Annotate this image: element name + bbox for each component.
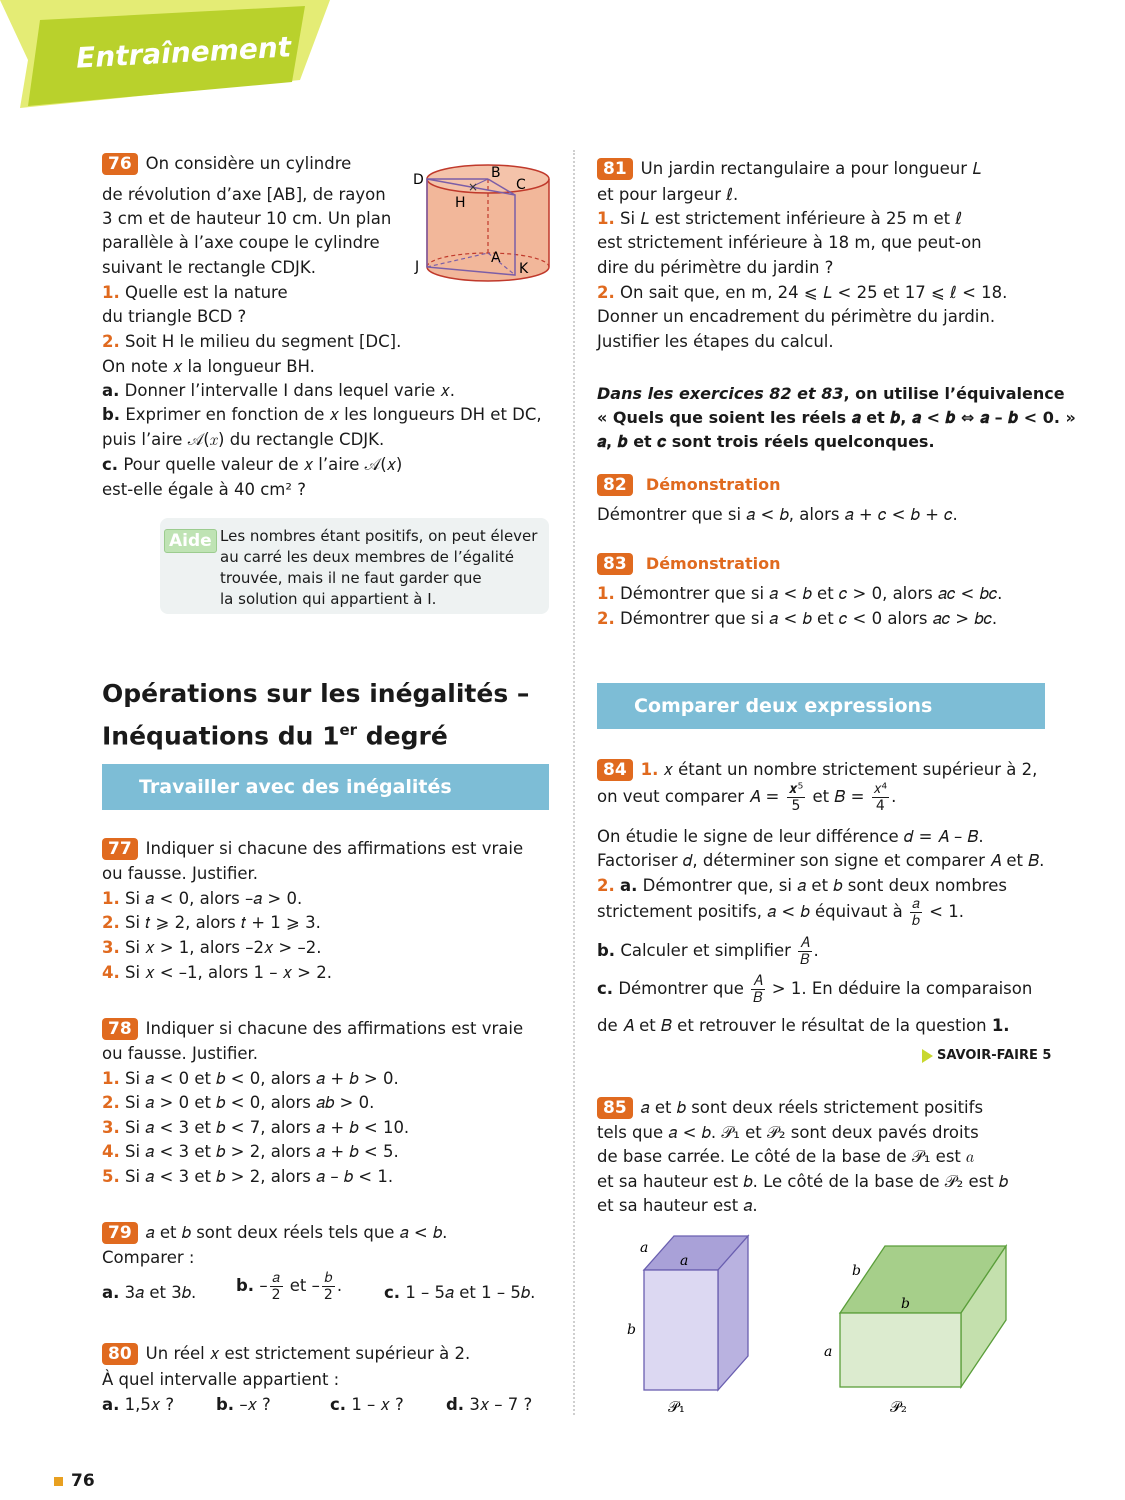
text-line: puis l’aire 𝒜(𝑥) du rectangle CDJK. [102,430,385,449]
text-line: Quelle est la nature [125,283,288,302]
text-line: 3 cm et de hauteur 10 cm. Un plan [102,209,392,228]
text-line: On note 𝑥 la longueur BH. [102,357,315,376]
text-line-fractions [597,896,964,929]
numerator: 𝑏 [322,1270,335,1287]
item-label: 4. [102,1142,120,1161]
text-line: Si 𝑎 < 0 et 𝑏 < 0, alors 𝑎 + 𝑏 > 0. [125,1069,399,1088]
text-line: Factoriser 𝑑, déterminer son signe et comparer 𝐴 et 𝐵. [597,851,1045,870]
text-line: , on utilise l’équivalence [843,384,1065,403]
text-line-fractions [597,973,1032,1006]
text-line: Si 𝑥 < –1, alors 1 – 𝑥 > 2. [125,963,332,982]
denominator: 2 [271,1287,281,1303]
item-label: 2. [597,609,615,628]
text-line: on veut comparer 𝐴 = [597,787,780,806]
label-a: 𝑎 [824,1344,833,1360]
text-line: 𝒂, 𝒃 et 𝒄 sont trois réels quelconques. [597,432,935,451]
svg-text:A: A [491,250,501,266]
text-line: Exprimer en fonction de 𝑥 les longueurs DH et DC, [125,405,542,424]
text-line: Comparer : [102,1248,195,1267]
text-line-fractions [597,935,819,968]
text-line: Si 𝑡 ⩾ 2, alors 𝑡 + 1 ⩾ 3. [125,913,321,932]
text-line: Dans les exercices 82 et 83 [597,384,844,403]
text-line: de base carrée. Le côté de la base de 𝒫₁ est 𝑎 [597,1147,975,1166]
text-line: « Quels que soient les réels 𝒂 et 𝒃, 𝒂 < 𝒃 ⇔ 𝒂 – 𝒃 < 0. » [597,408,1076,427]
item-label: c. [384,1283,401,1302]
text-line: Démontrer que, si 𝑎 et 𝑏 sont deux nombres [642,876,1007,895]
numerator: 𝒙⁵ [788,781,804,797]
denominator: 𝑏 [912,913,920,929]
svg-text:C: C [516,177,526,193]
item-label: a. [102,381,120,400]
label-b: 𝑏 [901,1296,910,1312]
text-line: et sa hauteur est 𝑎. [597,1196,758,1215]
demo-label: Démonstration [645,475,781,494]
text-line: du triangle BCD ? [102,307,247,326]
text-line: Pour quelle valeur de 𝑥 l’aire 𝒜(𝑥) [123,455,403,474]
text-line: Donner l’intervalle I dans lequel varie 𝑥. [124,381,455,400]
denominator: 4 [875,798,885,814]
question-number: 2. [597,876,615,895]
text-line: et – [289,1276,320,1295]
aide-label: Aide [164,529,217,553]
text-line: On sait que, en m, 24 ⩽ 𝐿 < 25 et 17 ⩽ ℓ < 18. [620,283,1008,302]
text-line: tels que 𝑎 < 𝑏. 𝒫₁ et 𝒫₂ sont deux pavés droits [597,1123,979,1142]
text-line: –𝑥 ? [239,1395,271,1414]
text-line: strictement positifs, 𝑎 < 𝑏 équivaut à [597,902,903,921]
svg-text:H: H [455,195,466,211]
item-label: a. [620,876,638,895]
numerator: 𝐴 [753,973,763,989]
question-ref: 1. [991,1016,1010,1035]
text-line: On étudie le signe de leur différence 𝑑 = 𝐴 – 𝐵. [597,827,984,846]
item-label: 1. [102,889,120,908]
exercise-number: 82 [597,474,633,496]
item-label: d. [446,1395,465,1414]
item-label: a. [102,1283,120,1302]
text-line: 1 – 𝑥 ? [351,1395,404,1414]
page-number: 76 [71,1471,95,1491]
exercise-number: 79 [102,1222,138,1244]
text-line: Soit H le milieu du segment [DC]. [125,332,402,351]
svg-text:K: K [519,261,529,277]
text-line: Justifier les étapes du calcul. [597,332,834,351]
label-a: 𝑎 [640,1240,649,1256]
item-label: c. [330,1395,347,1414]
text-line: Démontrer que [618,979,744,998]
demo-label: Démonstration [645,554,781,573]
text-line: Calculer et simplifier [620,941,791,960]
text-line: la solution qui appartient à I. [220,590,437,608]
denominator: 2 [323,1287,333,1303]
denominator: 𝐵 [800,952,810,968]
text-line-fractions [597,781,896,814]
text-line: ou fausse. Justifier. [102,864,259,883]
fraction [322,1270,335,1303]
savoir-faire-link[interactable] [922,1047,1051,1065]
text-line: < 1. [929,902,964,921]
section-title-line: degré [357,721,448,751]
text-line: au carré les deux membres de l’égalité [220,548,514,566]
fraction-AB [751,973,764,1006]
exercise-number: 83 [597,553,633,575]
text-line: 1,5𝑥 ? [124,1395,175,1414]
text-line: Si 𝑎 < 0, alors –𝑎 > 0. [125,889,303,908]
numerator: 𝑎 [910,896,922,913]
punctuation: . [336,1276,343,1295]
punctuation: . [891,787,897,806]
arrow-icon [922,1049,933,1063]
question-number: 2. [597,283,615,302]
section-title-line: Opérations sur les inégalités – [102,679,530,708]
text-line: dire du périmètre du jardin ? [597,258,834,277]
punctuation: . [813,941,819,960]
denominator: 5 [791,798,801,814]
exercise-number: 85 [597,1097,633,1119]
question-number: 1. [102,283,120,302]
text-line: et pour largeur ℓ. [597,185,739,204]
label-b: 𝑏 [852,1263,861,1279]
text-line: est strictement inférieure à 18 m, que peut-on [597,233,982,252]
question-number: 1. [597,209,615,228]
text-line: Démontrer que si 𝑎 < 𝑏, alors 𝑎 + 𝑐 < 𝑏 + 𝑐. [597,505,958,524]
prism-label: 𝒫₁ [668,1398,685,1416]
exercise-number: 80 [102,1343,138,1365]
text-line: Indiquer si chacune des affirmations est vraie [145,1019,524,1038]
text-line: Un réel 𝑥 est strictement supérieur à 2. [145,1344,471,1363]
text-line: parallèle à l’axe coupe le cylindre [102,233,380,252]
text-line: Si 𝑎 > 0 et 𝑏 < 0, alors 𝑎𝑏 > 0. [125,1093,375,1112]
item-label: b. [236,1276,255,1295]
fraction-AB [798,935,811,968]
text-line: ou fausse. Justifier. [102,1044,259,1063]
text-line: Démontrer que si 𝑎 < 𝑏 et 𝑐 < 0 alors 𝑎𝑐 > 𝑏𝑐. [620,609,998,628]
item-label: c. [597,979,614,998]
text-line: Un jardin rectangulaire a pour longueur 𝐿 [640,159,982,178]
exercise-number: 78 [102,1018,138,1040]
text-line: suivant le rectangle CDJK. [102,258,316,277]
minus-sign: – [259,1276,268,1295]
label-b: 𝑏 [627,1322,636,1338]
text-line: est-elle égale à 40 cm² ? [102,480,306,499]
text-line: Si 𝑥 > 1, alors –2𝑥 > –2. [125,938,322,957]
numerator: 𝐴 [800,935,810,951]
text-line: et 𝐵 = [812,787,865,806]
prism-p1 [620,1228,770,1423]
exercise-number: 84 [597,759,633,781]
item-label: b. [102,405,121,424]
text-line: 3𝑥 – 7 ? [469,1395,533,1414]
text-line: 𝑥 étant un nombre strictement supérieur à 2, [663,760,1038,779]
fraction [270,1270,283,1303]
text-line: On considère un cylindre [145,154,352,173]
savoir-faire-label: SAVOIR-FAIRE 5 [937,1048,1052,1063]
text-line: Si 𝑎 < 3 et 𝑏 > 2, alors 𝑎 – 𝑏 < 1. [125,1167,394,1186]
text-line: trouvée, mais il ne faut garder que [220,569,482,587]
svg-text:D: D [413,172,424,188]
header-title: Entraînement [75,30,292,75]
superscript: er [339,721,358,739]
item-label: 3. [102,1118,120,1137]
page-marker [54,1477,63,1486]
text-line: 𝑎 et 𝑏 sont deux réels strictement positifs [640,1098,984,1117]
fraction-A [787,781,806,814]
numerator: 𝑎 [270,1270,283,1287]
text-line: Si 𝑎 < 3 et 𝑏 > 2, alors 𝑎 + 𝑏 < 5. [125,1142,399,1161]
text-line: Démontrer que si 𝑎 < 𝑏 et 𝑐 > 0, alors 𝑎𝑐 < 𝑏𝑐. [620,584,1003,603]
column-divider [573,150,575,1415]
label-a: 𝑎 [680,1253,689,1269]
prism-p2 [818,1240,1018,1423]
text-line: Donner un encadrement du périmètre du jardin. [597,307,996,326]
svg-text:B: B [491,165,501,181]
section-title-line: Inéquations du 1 [102,721,340,751]
svg-text:×: × [468,180,479,194]
aide-text [220,526,537,610]
subhead-inegalites: Travailler avec des inégalités [102,764,549,810]
prism-label: 𝒫₂ [890,1398,907,1416]
text-line: 1 – 5𝑎 et 1 – 5𝑏. [405,1283,536,1302]
text-line: Si 𝑎 < 3 et 𝑏 < 7, alors 𝑎 + 𝑏 < 10. [125,1118,410,1137]
text-line: et sa hauteur est 𝑏. Le côté de la base de 𝒫₂ est 𝑏 [597,1172,1009,1191]
item-label: 5. [102,1167,120,1186]
svg-text:J: J [415,259,420,275]
text-line: de 𝐴 et 𝐵 et retrouver le résultat de la question [597,1016,987,1035]
text-line: Indiquer si chacune des affirmations est vraie [145,839,524,858]
text-line: 𝑎 et 𝑏 sont deux réels tels que 𝑎 < 𝑏. [145,1223,448,1242]
exercise-number: 77 [102,838,138,860]
cylinder-figure [405,155,565,285]
item-label: c. [102,455,119,474]
item-b [236,1270,342,1303]
subhead-comparer: Comparer deux expressions [597,683,1045,729]
exercise-number: 81 [597,158,633,180]
text-line: > 1. En déduire la comparaison [771,979,1033,998]
text-line: Si 𝐿 est strictement inférieure à 25 m et ℓ [620,209,963,228]
item-label: a. [102,1395,120,1414]
fraction-ab [910,896,922,929]
numerator: 𝑥⁴ [873,781,888,797]
text-line: de révolution d’axe [AB], de rayon [102,185,386,204]
text-line: Les nombres étant positifs, on peut élever [220,527,538,545]
denominator: 𝐵 [753,990,763,1006]
item-label: 4. [102,963,120,982]
text-line: À quel intervalle appartient : [102,1370,340,1389]
exercise-number: 76 [102,153,138,175]
item-label: 3. [102,938,120,957]
fraction-B [872,781,889,814]
question-number: 1. [640,760,659,779]
item-label: b. [216,1395,235,1414]
item-label: 2. [102,1093,120,1112]
text-line: 3𝑎 et 3𝑏. [124,1283,197,1302]
item-label: 1. [597,584,615,603]
item-label: b. [597,941,616,960]
section-title [102,676,529,754]
question-number: 2. [102,332,120,351]
item-label: 2. [102,913,120,932]
item-label: 1. [102,1069,120,1088]
